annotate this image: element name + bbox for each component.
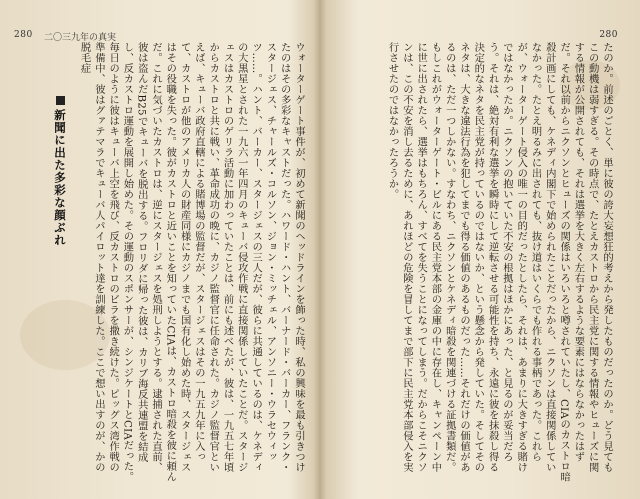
right-page (322, 0, 640, 499)
section-heading (52, 96, 68, 247)
left-body-text: ウォーターゲート事件が、初めて新聞のヘッドラインを飾った時、私の興味を最も引きつけたのはその多彩なキャストだった。ハワード・ハント、バーナード・バーカー、フランク・スタージェス、チャールズ・コルソン、ジョン・ミッチェル、アンソニー・ウラセウィッツ……。ハント、バーカー、スタージェスの三人だが、彼らに共通しているのは、ケネディの大黒星とされた一九六一年四月のキューバ侵攻作戦に直接関係していたことだ。スタージェスはカストロのゲリラ活動に加わっていたことは、前にも述べたが、彼は、一九五七年頃からカストロと共に戦い、革命成功の晩に、カジノ監督官に任命された。カジノ監督官といえば、キューバ政府直轄による賭博場の監督だが、スタージェスはその一九五九年に入って、カストロが他のアメリカ人の財産同様にカジノまでも国有化し始めた時、スタージェスはその役職を失った。彼がカストロと近いことを知っていたCIAは、カストロ暗殺を彼に頼んだ。これに気づいたカストロは、逆にスタージェスを処刑しようとする。逮捕された直前、彼は盗んだB25でキューバを脱出する。フロリダに帰った彼は、カリブ海反共連盟を結成し、反カストロ運動を展開し始めた。その運動のスポンサーが、シンジケートとCIAだった。毎日のように彼はキューバ上空を飛び、反カストロのビラを撒き続けた。ピッグス湾作戦の準備中、彼はグァテマラでキューバ人パイロット達を訓練した。ここで想い出すのが、かの脱毛症 (78, 42, 305, 482)
page-number: 280 (599, 30, 618, 40)
running-head: 二〇三九年の真実 (44, 33, 117, 43)
heading-square-icon (56, 96, 65, 105)
section-heading-text: 新聞に出た多彩な顔ぶれ (53, 109, 67, 247)
page-number: 280 (14, 30, 33, 40)
right-body-text: たのか。前述のごとく、単に彼の誇大妄想狂的考えから発したものだったのか。どう見てもこの動機は弱すぎる。その時点で、たとえカストロから民主党に関する情報やヒューズに関する情報が公開されても、それは選挙を大きく左右するような要素にはならなかったはずだ。それ以前からニクソンとヒューズの関係はいろいろと噂されていたし、CIAのカストロ暗殺計画にしても、ケネディ内閣下で始められたことだったから、ニクソンは直接関係していなかった。たとえ明るみに出されても、抜け道はいくらでも作れる事柄であった。これらが、ウォーターゲート侵入の唯一の目的だったとしたら、それは、あまりに大きすぎる賭けではなかったか。ニクソンの抱いていた不安の根拠はほかにあった、と見るのが妥当だろう。それは、絶対有利な選挙を瞬時にして逆転させる可能性を持ち、永遠に彼を抹殺し得る決定的なネタを民主党が持っているのではないか、という懸念から発していた。そしてそのネタは、大きな違法行為を犯してまでも得る価値のあるものだった……それだけの価値があるのは、ただ一つしかない。すなわち、ニクソンとケネディ暗殺を関連づける証拠書類だ。もしこれがウォーターゲート・ビルにある民主党本部の金庫の中に存在し、キャンペーン中に世に出されたら、選挙はもちろん、すべてを失うことになってしまう。だからこそニクソンは、この不安を消し去るために、あれほどの危険を冒してまで部下に民主党本部侵入を実行させたのではなかったろうか。 (386, 42, 613, 482)
left-page (0, 0, 318, 499)
